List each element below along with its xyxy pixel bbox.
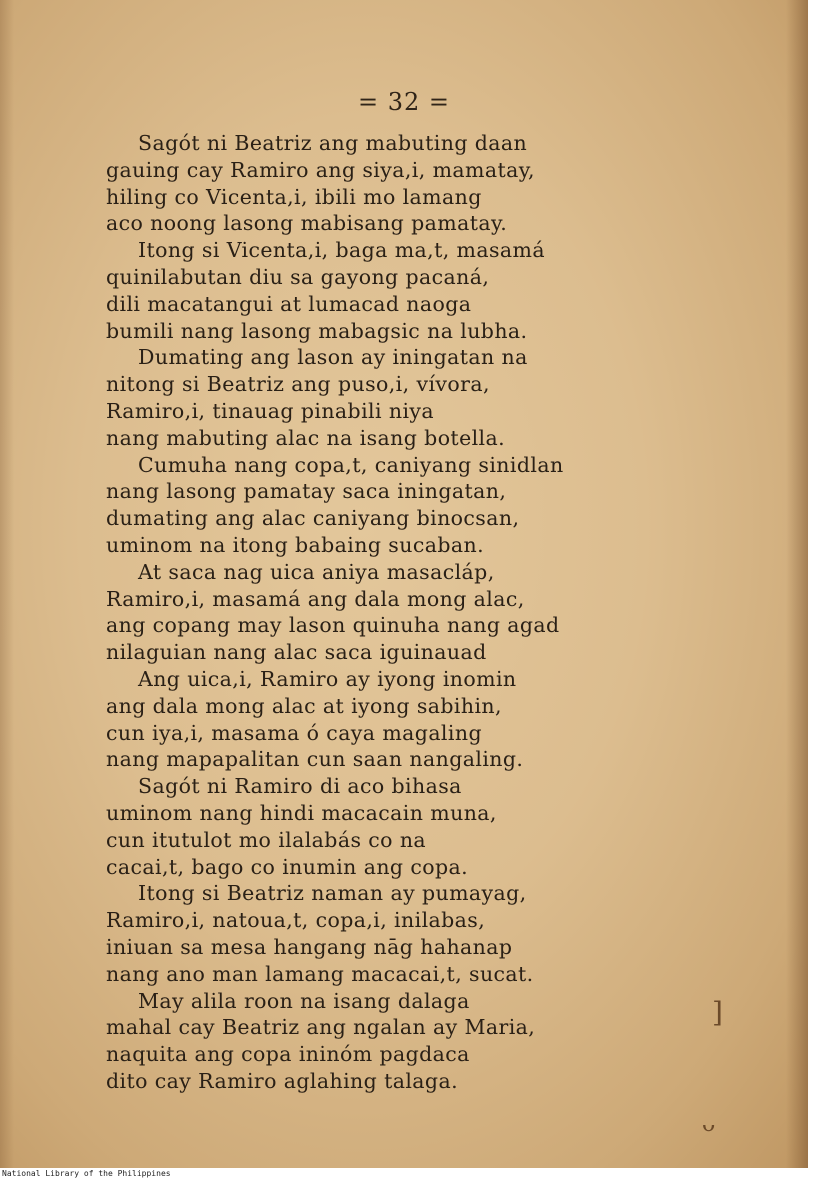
poem-line: May alila roon na isang dalaga bbox=[138, 988, 470, 1013]
footer-credit: National Library of the Philippines bbox=[2, 1169, 171, 1178]
poem-line: gauing cay Ramiro ang siya,i, mamatay, bbox=[106, 157, 535, 182]
poem-line: nitong si Beatriz ang puso,i, vívora, bbox=[106, 372, 490, 397]
poem-line: dumating ang alac caniyang binocsan, bbox=[106, 506, 520, 531]
poem-line: nilaguian nang alac saca iguinauad bbox=[106, 640, 487, 665]
poem-body bbox=[106, 130, 796, 1095]
stanza bbox=[106, 666, 796, 773]
poem-line: Dumating ang lason ay iningatan na bbox=[138, 345, 528, 370]
poem-line: dito cay Ramiro aglahing talaga. bbox=[106, 1068, 458, 1093]
stanza bbox=[106, 237, 796, 344]
poem-line: aco noong lasong mabisang pamatay. bbox=[106, 211, 508, 236]
poem-line: quinilabutan diu sa gayong pacaná, bbox=[106, 264, 490, 289]
poem-line: nang lasong pamatay saca iningatan, bbox=[106, 479, 507, 504]
poem-line: ang dala mong alac at iyong sabihin, bbox=[106, 693, 502, 718]
stanza bbox=[106, 559, 796, 666]
margin-curl-mark: ᴗ bbox=[702, 1112, 716, 1137]
poem-line: dili macatangui at lumacad naoga bbox=[106, 291, 472, 316]
poem-line: bumili nang lasong mabagsic na lubha. bbox=[106, 318, 528, 343]
poem-line: uminom na itong babaing sucaban. bbox=[106, 532, 484, 557]
page-number: = 32 = bbox=[357, 88, 450, 116]
poem-line: cun itutulot mo ilalabás co na bbox=[106, 827, 427, 852]
poem-line: Sagót ni Ramiro di aco bihasa bbox=[138, 774, 462, 799]
poem-line: nang ano man lamang macacai,t, sucat. bbox=[106, 961, 534, 986]
stanza bbox=[106, 452, 796, 559]
poem-line: Ramiro,i, natoua,t, copa,i, inilabas, bbox=[106, 908, 486, 933]
poem-line: ang copang may lason quinuha nang agad bbox=[106, 613, 560, 638]
poem-line: Ramiro,i, tinauag pinabili niya bbox=[106, 398, 435, 423]
poem-line: cun iya,i, masama ó caya magaling bbox=[106, 720, 482, 745]
poem-line: uminom nang hindi macacain muna, bbox=[106, 800, 497, 825]
stanza bbox=[106, 988, 796, 1095]
stanza bbox=[106, 344, 796, 451]
poem-line: iniuan sa mesa hangang nāg hahanap bbox=[106, 934, 513, 959]
poem-line: hiling co Vicenta,i, ibili mo lamang bbox=[106, 184, 482, 209]
poem-line: Cumuha nang copa,t, caniyang sinidlan bbox=[138, 452, 564, 477]
poem-line: Itong si Beatriz naman ay pumayag, bbox=[138, 881, 527, 906]
poem-line: Ramiro,i, masamá ang dala mong alac, bbox=[106, 586, 525, 611]
poem-line: nang mapapalitan cun saan nangaling. bbox=[106, 747, 524, 772]
poem-line: nang mabuting alac na isang botella. bbox=[106, 425, 506, 450]
poem-line: mahal cay Beatriz ang ngalan ay Maria, bbox=[106, 1015, 536, 1040]
poem-line: Sagót ni Beatriz ang mabuting daan bbox=[138, 131, 528, 155]
poem-line: cacai,t, bago co inumin ang copa. bbox=[106, 854, 469, 879]
page-gutter-shadow bbox=[0, 0, 14, 1168]
poem-line: Ang uica,i, Ramiro ay iyong inomin bbox=[138, 666, 517, 691]
poem-line: At saca nag uica aniya masacláp, bbox=[138, 559, 495, 584]
stanza bbox=[106, 880, 796, 987]
margin-bracket-mark: ] bbox=[712, 996, 723, 1029]
poem-line: Itong si Vicenta,i, baga ma,t, masamá bbox=[138, 238, 546, 263]
stanza bbox=[106, 130, 796, 237]
poem-line: naquita ang copa ininóm pagdaca bbox=[106, 1042, 470, 1067]
stanza bbox=[106, 773, 796, 880]
